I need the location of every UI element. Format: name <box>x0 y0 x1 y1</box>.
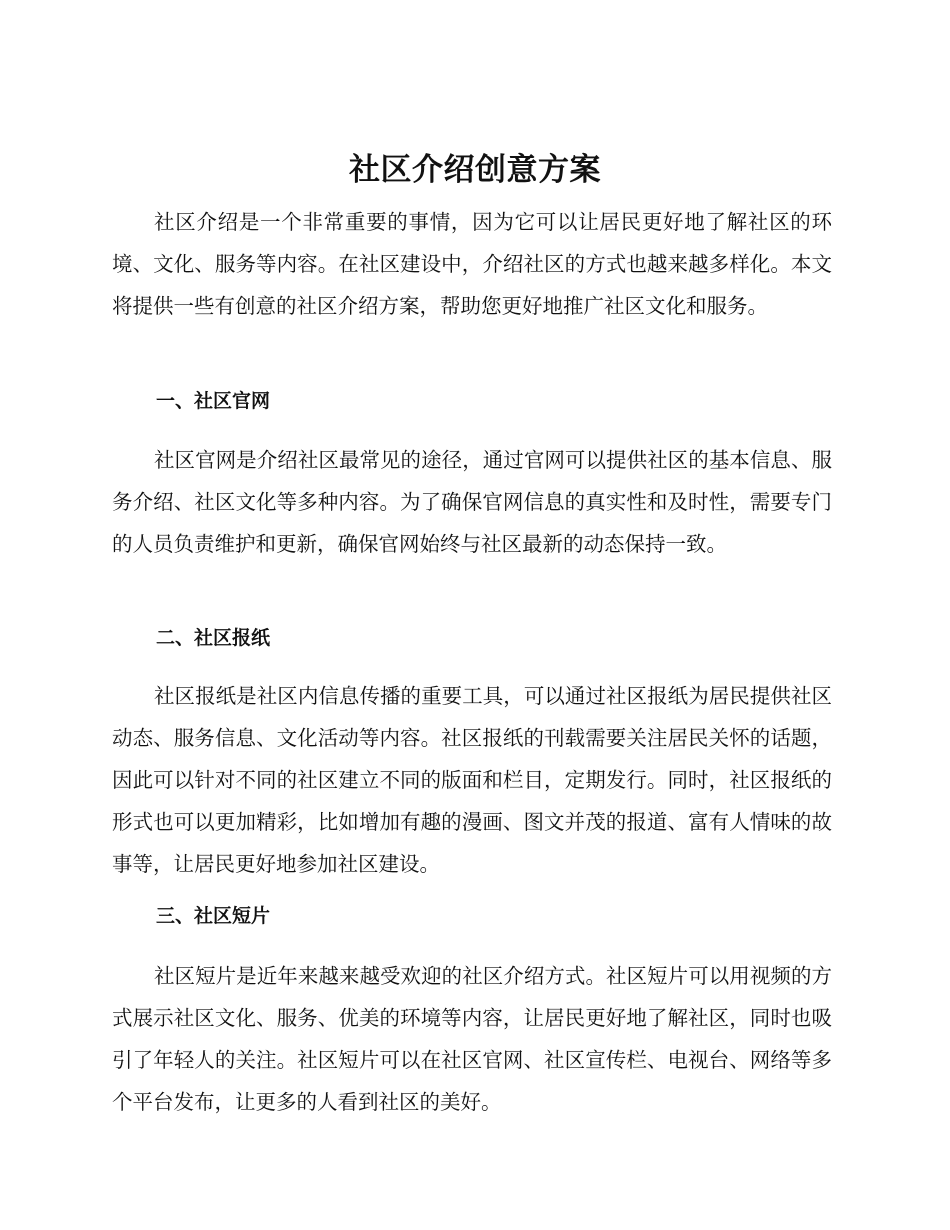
section-heading-website: 一、社区官网 <box>156 390 271 412</box>
section-heading-short-film: 三、社区短片 <box>156 905 271 927</box>
section-heading-newspaper: 二、社区报纸 <box>156 627 271 649</box>
section-body-short-film: 社区短片是近年来越来越受欢迎的社区介绍方式。社区短片可以用视频的方式展示社区文化、服务、优美的环境等内容，让居民更好地了解社区，同时也吸引了年轻人的关注。社区短片可以在社区官网、社区宣传栏、电视台、网络等多个平台发布，让更多的人看到社区的美好。 <box>112 964 832 1114</box>
document-title: 社区介绍创意方案 <box>349 152 601 188</box>
intro-paragraph: 社区介绍是一个非常重要的事情，因为它可以让居民更好地了解社区的环境、文化、服务等内容。在社区建设中，介绍社区的方式也越来越多样化。本文将提供一些有创意的社区介绍方案，帮助您更好地推广社区文化和服务。 <box>112 210 832 318</box>
section-body-website: 社区官网是介绍社区最常见的途径，通过官网可以提供社区的基本信息、服务介绍、社区文化等多种内容。为了确保官网信息的真实性和及时性，需要专门的人员负责维护和更新，确保官网始终与社区最新的动态保持一致。 <box>112 448 832 556</box>
section-body-newspaper: 社区报纸是社区内信息传播的重要工具，可以通过社区报纸为居民提供社区动态、服务信息、文化活动等内容。社区报纸的刊载需要关注居民关怀的话题，因此可以针对不同的社区建立不同的版面和栏目，定期发行。同时，社区报纸的形式也可以更加精彩，比如增加有趣的漫画、图文并茂的报道、富有人情味的故事等，让居民更好地参加社区建设。 <box>112 684 832 876</box>
